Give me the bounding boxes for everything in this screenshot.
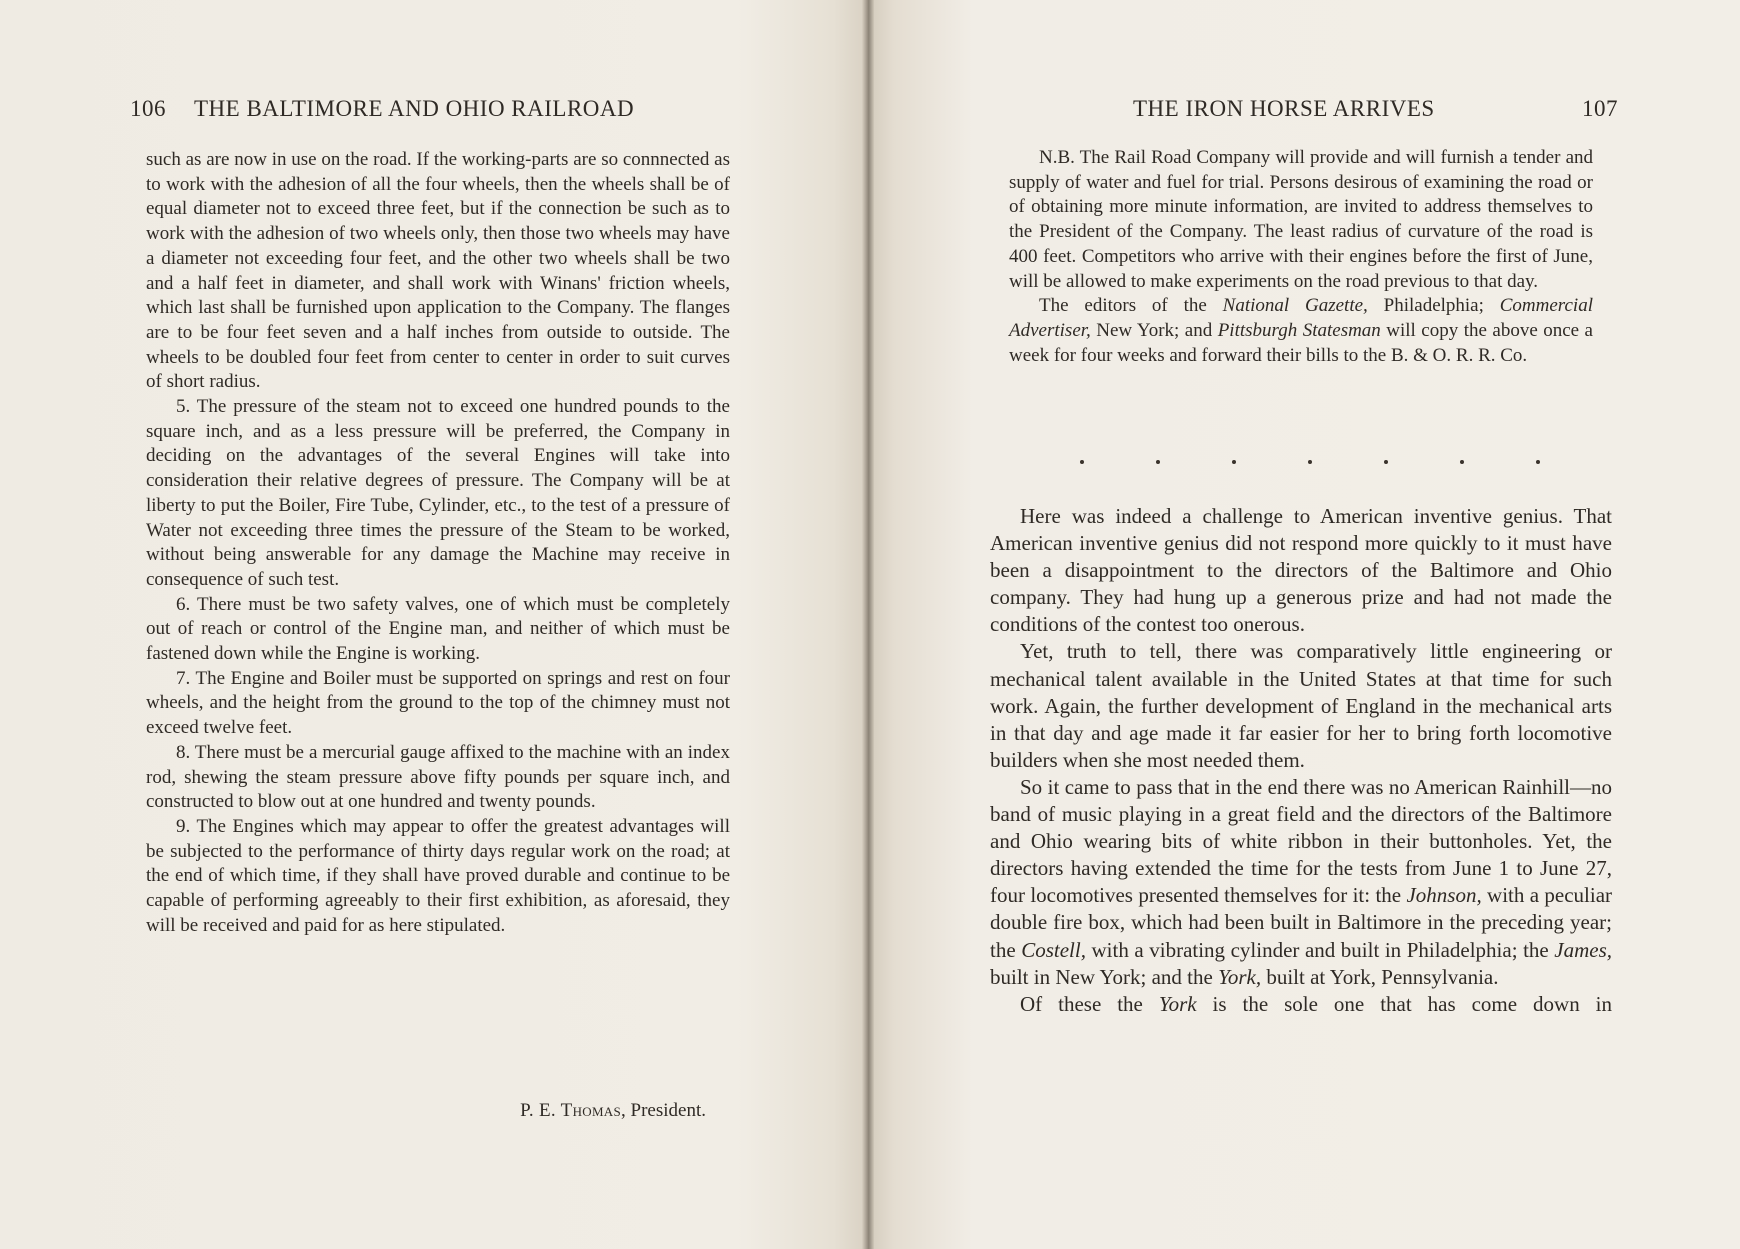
paragraph-item-6: 6. There must be two safety valves, one of which must be completely out of reach or control of the Engine man, and neither of which must be fastened down while the Engine is working. xyxy=(146,593,730,665)
page-number-right: 107 xyxy=(1582,96,1618,121)
italic-commercial-advertiser: Commercial Advertiser, xyxy=(1009,295,1593,341)
running-head-left: THE BALTIMORE AND OHIO RAILROAD xyxy=(194,96,635,121)
italic-york: York, xyxy=(1218,964,1262,989)
paragraph-rainhill: So it came to pass that in the end there was no American Rainhill—no band of music playing in a great field and the directors of the Baltimore and Ohio wearing bits of white ribbon in their buttonholes. Yet, the directors having extended the time for the tests from June 1 to June 27, four locomotives presented themselves for it: the Johnson, with a peculiar double fire box, which had been built in Baltimore in the preceding year; the Costell, with a vibrating cylinder and built in Philadelphia; the James, built in New York; and the York, built at York, Pennsylvania. xyxy=(990,774,1613,989)
dot xyxy=(1308,460,1312,464)
paragraph-item-9: 9. The Engines which may appear to offer the greatest advantages will be subjected to the performance of thirty days regular work on the road; at the end of which time, if they shall have proved durable and continue to be capable of performing agreeably to their first exhibition, as aforesaid, they will be received and paid for as here stipulated. xyxy=(146,815,730,936)
paragraph-item-8: 8. There must be a mercurial gauge affixed to the machine with an index rod, shewing the steam pressure above fifty pounds per square inch, and constructed to blow out at one hundred and twenty pounds. xyxy=(146,741,730,813)
italic-pittsburgh-statesman: Pittsburgh Statesman xyxy=(1217,319,1381,341)
dot xyxy=(1080,460,1084,464)
italic-york-last: York xyxy=(1158,991,1197,1016)
left-page xyxy=(0,0,868,1249)
signature-line xyxy=(470,1100,706,1122)
dot xyxy=(1460,460,1464,464)
signature-title: , President. xyxy=(621,1100,706,1121)
italic-national-gazette: National Gazette, xyxy=(1222,295,1368,317)
running-head-right: THE IRON HORSE ARRIVES xyxy=(1133,96,1435,121)
right-body-text xyxy=(990,503,1612,1018)
section-break-dots xyxy=(1080,460,1540,464)
dot xyxy=(1232,460,1236,464)
dot xyxy=(1536,460,1540,464)
paragraph-editors: The editors of the National Gazette, Philadelphia; Commercial Advertiser, New York; and Pittsburgh Statesman will copy the above once a week for four weeks and forward their bills to the B. & O. R. R. Co. xyxy=(1009,295,1593,366)
paragraph-wheels-continued: such as are now in use on the road. If the working-parts are so connnected as to work with the adhesion of all the four wheels, then the wheels shall be of equal diameter not to exceed three feet, but if the connection be such as to work with the adhesion of two wheels only, then those two wheels may have a diameter not exceeding four feet, and the other two wheels shall be two and a half feet in diameter, and shall work with Winans' friction wheels, which last shall be furnished upon application to the Company. The flanges are to be four feet seven and a half inches from outside to outside. The wheels to be doubled four feet from center to center in order to suit curves of short radius. xyxy=(146,149,730,393)
italic-james: James, xyxy=(1554,937,1613,962)
dot xyxy=(1384,460,1388,464)
italic-johnson: Johnson, xyxy=(1406,883,1482,908)
paragraph-item-7: 7. The Engine and Boiler must be supported on springs and rest on four wheels, and the height from the ground to the top of the chimney must not exceed twelve feet. xyxy=(146,667,730,739)
page-number-left: 106 xyxy=(130,96,166,121)
paragraph-challenge: Here was indeed a challenge to American inventive genius. That American inventive genius did not respond more quickly to it must have been a disappointment to the directors of the Baltimore and Ohio company. They had hung up a generous prize and had not made the conditions of the contest too onerous. xyxy=(990,504,1612,637)
paragraph-truth-to-tell: Yet, truth to tell, there was comparatively little engineering or mechanical talent available in the United States at that time for such work. Again, the further development of England in the mechanical arts in that day and age made it far easier for her to bring forth locomotive builders when she most needed them. xyxy=(990,639,1612,772)
paragraph-last-line: Of these the York is the sole one that has come down in xyxy=(1020,991,1612,1016)
right-notice-text xyxy=(1009,146,1593,368)
italic-costell: Costell, xyxy=(1021,937,1086,962)
paragraph-item-5: 5. The pressure of the steam not to exceed one hundred pounds to the square inch, and as a less pressure will be preferred, the Company in deciding on the advantages of the several Engines will take into consideration their relative degrees of pressure. The Company will be at liberty to put the Boiler, Fire Tube, Cylinder, etc., to the test of a pressure of Water not exceeding three times the pressure of the Steam to be worked, without being answerable for any damage the Machine may receive in consequence of such test. xyxy=(146,396,730,590)
dot xyxy=(1156,460,1160,464)
book-gutter xyxy=(862,0,874,1249)
paragraph-nb-notice: N.B. The Rail Road Company will provide and will furnish a tender and supply of water and fuel for trial. Persons desirous of examining the road or of obtaining more minute information, are invited to address themselves to the President of the Company. The least radius of curvature of the road is 400 feet. Competitors who arrive with their engines before the first of June, will be allowed to make experiments on the road previous to that day. xyxy=(1009,147,1593,292)
signature-name: P. E. Thomas xyxy=(520,1100,622,1121)
left-body-text xyxy=(146,148,730,939)
